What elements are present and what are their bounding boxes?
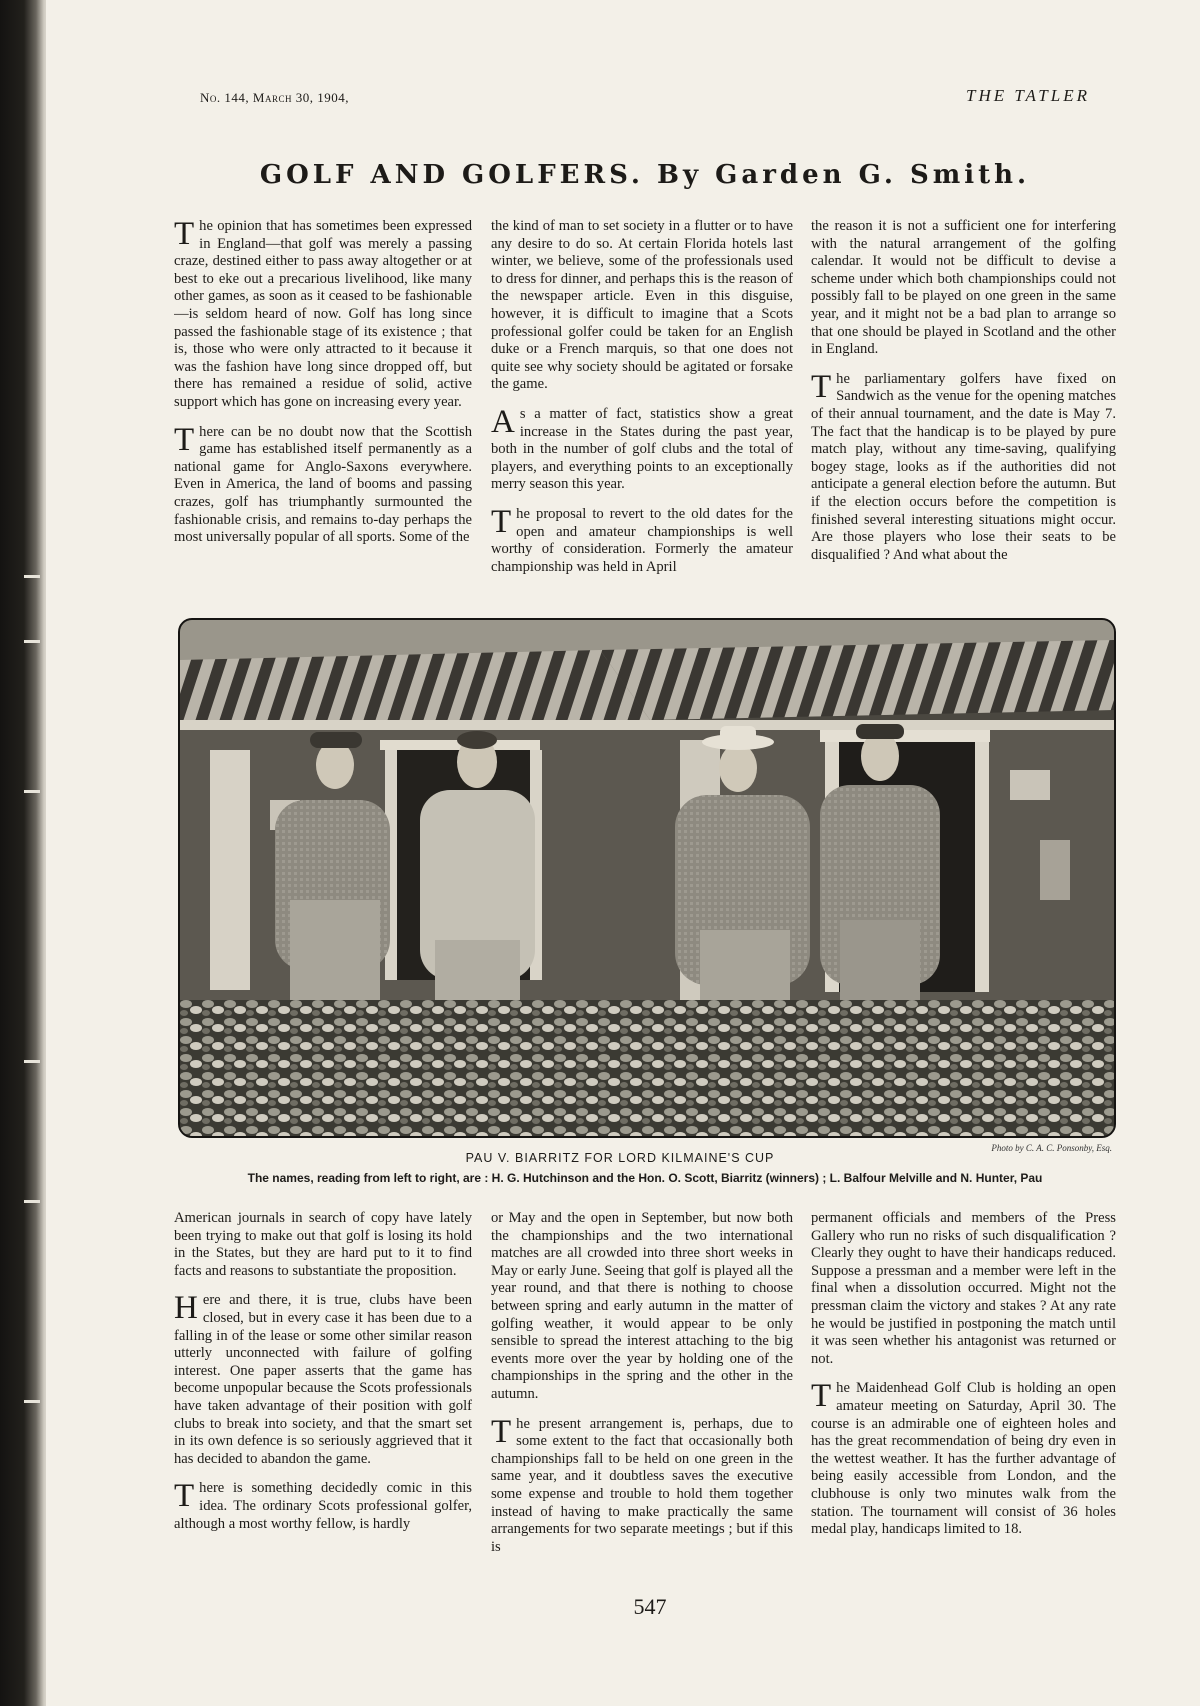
drop-cap: T: [174, 421, 195, 458]
drop-cap: T: [811, 368, 832, 405]
column-bottom-3: [811, 1210, 1116, 1586]
paragraph: [174, 421, 472, 547]
binding-mark: [24, 1060, 40, 1063]
paragraph: [174, 1292, 472, 1468]
paragraph-text: s a matter of fact, statistics show a great increase in the States during the past year, both in the number of golf clubs and the total of players, and everything points to an exceptionally merry season this year.: [491, 405, 793, 493]
paragraph-text: the reason it is not a sufficient one for interfering with the natural arrangement of the golfing calendar. It would not be difficult to devise a scheme under which both championships could not possibly fall to be played on one green in the same year, and it might not be a bad plan to arrange so that one should be played in Scotland and the other in England.: [811, 218, 1116, 358]
column-top-3: [811, 218, 1116, 590]
binding-mark: [24, 1400, 40, 1403]
paragraph-text: he parliamentary golfers have fixed on Sandwich as the venue for the opening matches of their annual tournament, and the date is May 7. The fact that the handicap is to be played by pure match play, without any time-saving, qualifying bogey stage, looks as if the authorities did not anticipate a general election before the autumn. But if the election occurs before the competition is finished several interesting situations might occur. Are those players who lose their seats to be disqualified ? And what about the: [811, 370, 1116, 563]
photo-caption: PAU V. BIARRITZ FOR LORD KILMAINE'S CUP: [465, 1151, 775, 1165]
drop-cap: T: [491, 1413, 512, 1450]
article-title: GOLF AND GOLFERS. By Garden G. Smith.: [259, 160, 1031, 190]
issue-line: No. 144, March 30, 1904,: [200, 90, 349, 105]
column-top-2: [491, 218, 793, 590]
photo-names: The names, reading from left to right, are : H. G. Hutchinson and the Hon. O. Scott, Biarritz (winners) ; L. Balfour Melville and N. Hunter, Pau: [247, 1171, 1043, 1185]
masthead: THE TATLER: [966, 86, 1090, 105]
paragraph: [174, 1210, 472, 1280]
binding-mark: [24, 640, 40, 643]
page-number: 547: [633, 1594, 667, 1619]
paragraph: [491, 403, 793, 494]
paragraph-text: or May and the open in September, but now both the championships and the two international matches are all crowded into three short weeks in May or early June. Seeing that golf is played all the year round, and that there is nothing to choose between spring and early autumn in the matter of golfing weather, it would appear to be only sensible to spread the interest attaching to the big events more over the year by holding one of the championships in the spring and the other in the autumn.: [491, 1210, 793, 1402]
paragraph-text: he proposal to revert to the old dates for the open and amateur championships is well worthy of consideration. Formerly the amateur championship was held in April: [491, 505, 793, 575]
paragraph-text: permanent officials and members of the Press Gallery who run no risks of such disqualification ? Clearly they ought to have their handicaps reduced. Suppose a pressman and a member were left in the final when a dissolution occurred. Might not the pressman claim the victory and stakes ? At any rate he would be justified in postponing the match until it was seen whether his antagonist was returned or not.: [811, 1210, 1116, 1367]
binding-mark: [24, 790, 40, 793]
photo-credit: Photo by C. A. C. Ponsonby, Esq.: [991, 1143, 1112, 1153]
column-bottom-1: [174, 1210, 472, 1586]
running-header: [200, 86, 1090, 110]
paragraph: [174, 218, 472, 412]
paragraph: [811, 368, 1116, 565]
golfers-photo: [180, 620, 1114, 1136]
paragraph: [491, 503, 793, 576]
paragraph: [811, 218, 1116, 359]
paragraph-text: he opinion that has sometimes been expressed in England—that golf was merely a passing craze, destined either to pass away altogether or at best to eke out a precarious livelihood, like many other games, as soon as it ceased to be fashionable—is seldom heard of now. Golf has long since passed the fashionable stage of its existence ; that is, those who were only attracted to it because it was the fashion have long since dropped off, but there has remained a residue of solid, active support which has gone on increasing every year.: [174, 218, 472, 410]
column-top-1: [174, 218, 472, 590]
drop-cap: H: [174, 1290, 198, 1327]
paragraph-text: the kind of man to set society in a flutter or to have any desire to do so. At certain Florida hotels last winter, we believe, some of the professionals used to dress for dinner, and perhaps this is the reason of the newspaper article. Even in this disguise, however, it is difficult to imagine that a Scots professional golfer could be taken for an English duke or a French marquis, so that one does not quite see why society should be agitated or forsake the game.: [491, 218, 793, 393]
paragraph: [811, 1210, 1116, 1368]
paragraph-text: he present arrangement is, perhaps, due to some extent to the fact that occasionally both championships fall to be held on one green in the same year, and it doubtless saves the executive some expense and trouble to hold them together instead of having to make practically the same arrangements for two separate meetings ; but if this is: [491, 1415, 793, 1555]
paragraph-text: here can be no doubt now that the Scottish game has established itself permanently as a national game for Anglo-Saxons everywhere. Even in America, the land of booms and passing crazes, golf has triumphantly surmounted the fashionable crisis, and remains to-day perhaps the most universally popular of all sports. Some of the: [174, 423, 472, 546]
drop-cap: T: [811, 1378, 832, 1415]
binding-mark: [24, 575, 40, 578]
drop-cap: T: [174, 218, 195, 252]
paragraph-text: here is something decidedly comic in this idea. The ordinary Scots professional golfer, although a most worthy fellow, is hardly: [174, 1480, 472, 1532]
binding-edge: [0, 0, 46, 1706]
drop-cap: T: [491, 503, 512, 540]
drop-cap: A: [491, 403, 515, 440]
paragraph-text: he Maidenhead Golf Club is holding an open amateur meeting on Saturday, April 30. The course is an admirable one of eighteen holes and has the great recommendation of being dry even in the wettest weather. It has the further advantage of being easily accessible from London, and the clubhouse is only two minutes walk from the station. The tournament will consist of 36 holes medal play, handicaps limited to 18.: [811, 1380, 1116, 1538]
binding-mark: [24, 1200, 40, 1203]
paragraph-text: ere and there, it is true, clubs have been closed, but in every case it has been due to a falling in of the lease or some other similar reason utterly unconnected with failure of golfing interest. One paper asserts that the game has become unpopular because the Scots professionals have taken advantage of their position with golf clubs to break into society, and that the smart set in its own defence is so seriously aggrieved that it has decided to abandon the game.: [174, 1292, 472, 1467]
column-bottom-2: [491, 1210, 793, 1586]
photograph: [178, 618, 1116, 1138]
paragraph: [491, 218, 793, 394]
paragraph: [174, 1480, 472, 1533]
paragraph: [811, 1380, 1116, 1538]
paragraph: [491, 1413, 793, 1557]
drop-cap: T: [174, 1478, 195, 1515]
paragraph: [491, 1210, 793, 1404]
paragraph-text: American journals in search of copy have lately been trying to make out that golf is losing its hold in the States, but they are hard put to it to find facts and reasons to substantiate the proposition.: [174, 1210, 472, 1279]
